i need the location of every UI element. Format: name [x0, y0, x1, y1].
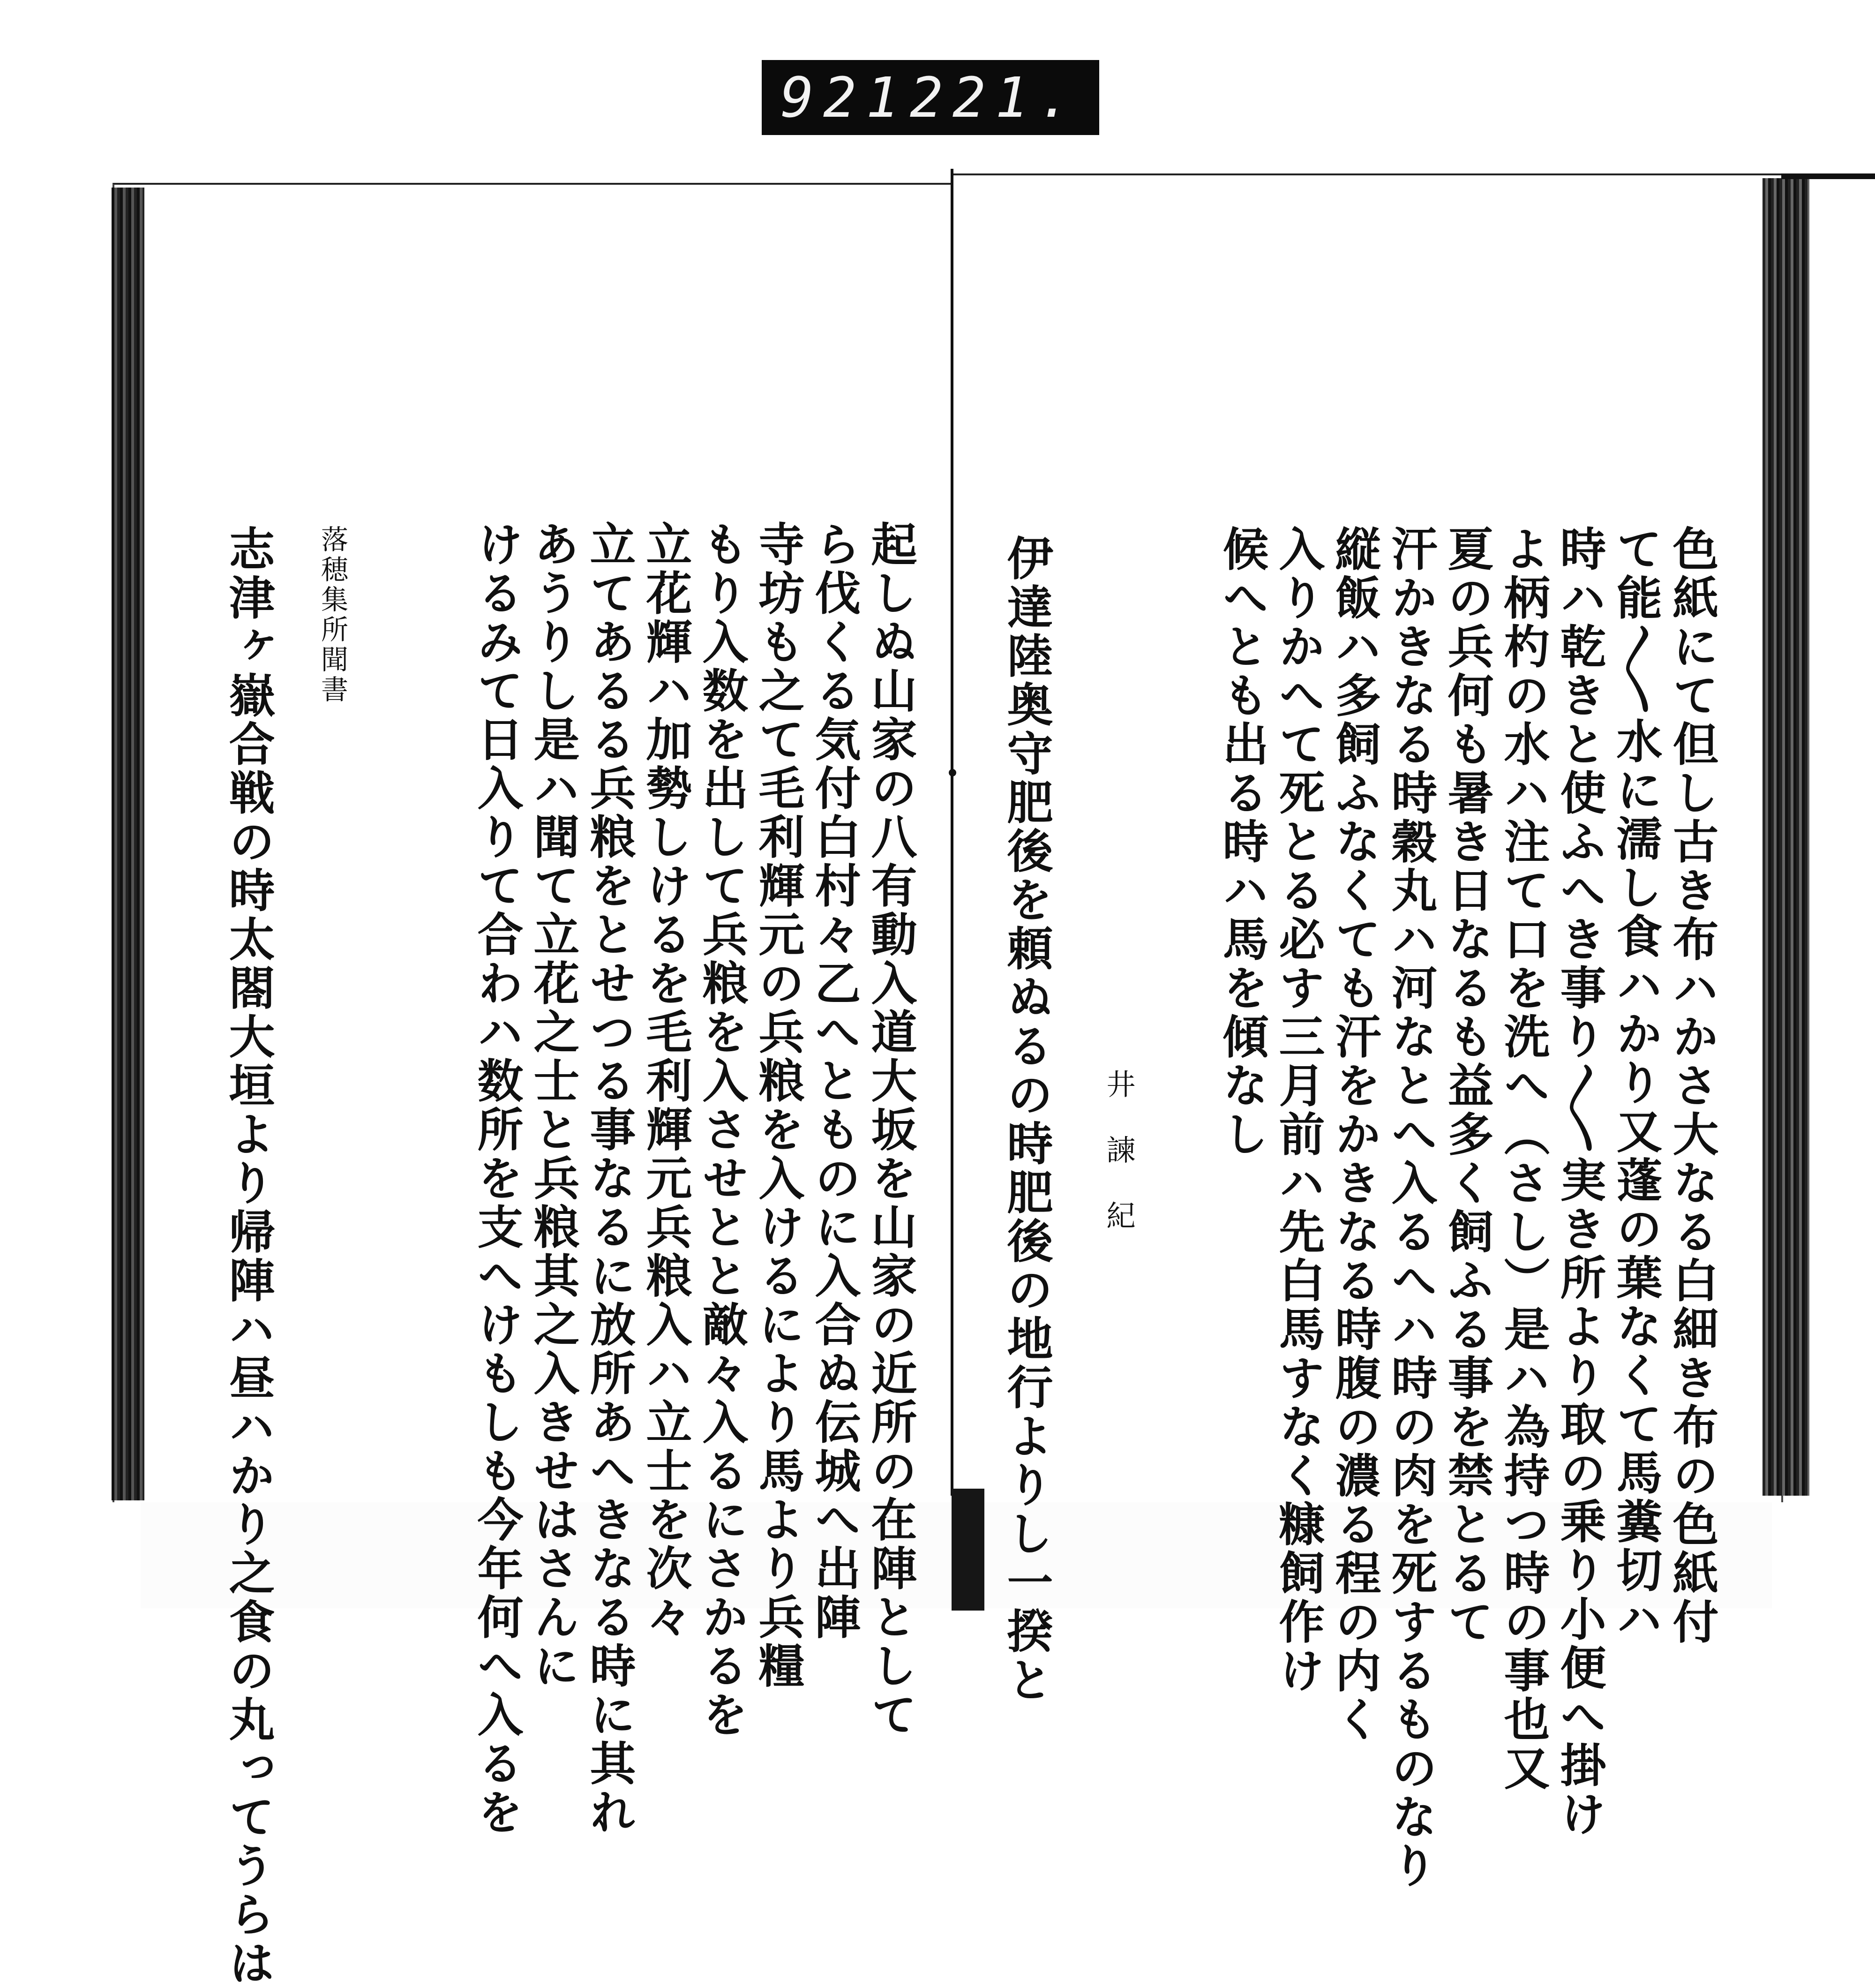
left-page-column-3: 寺坊も之て毛利輝元の兵粮を入けるにより馬より兵糧: [751, 520, 805, 1691]
left-page-final-column: 志津ヶ嶽合戦の時太閤大垣より帰陣ハ昼ハかり之食の丸ってうらは: [221, 525, 275, 1988]
left-page-column-2: ら伐くる気付白村々乙へとものに入合ぬ伝城へ出陣: [807, 520, 861, 1642]
left-page-column-4: もり入数を出して兵粮を入させとと敵々入るにさかるを: [695, 520, 749, 1740]
left-page-column-6: 立てあるる兵粮をとせつる事なるに放所あへきなる時に其れ: [582, 520, 636, 1837]
left-page-column-8: けるみて日入りて合わハ数所を支へけもしも今年何へ入るを: [470, 520, 524, 1837]
gutter-shadow: [952, 1489, 984, 1611]
right-page-edge: [1762, 178, 1809, 1496]
right-page-column-10: 伊達陸奥守肥後を頼ぬるの時肥後の地行よりし一揆と: [999, 535, 1053, 1705]
frame-number-right: 221.: [909, 65, 1080, 130]
frame-number-left: 921: [780, 65, 909, 130]
left-page-source-note: 落穂集所聞書: [316, 525, 348, 705]
right-page-column-2: て能〳〵水に濡し食ハかり又蓬の葉なくて馬糞切ハ: [1609, 525, 1663, 1644]
left-page-column-5: 立花輝ハ加勢しけるを毛利輝元兵粮入ハ立士を次々: [638, 520, 692, 1642]
right-page-author-note: 井 諫 紀: [1102, 1069, 1136, 1233]
frame-number-label: [762, 60, 1099, 135]
right-page-column-5: 夏の兵何も暑き日なるも益多く飼ふる事を禁とるて: [1440, 525, 1494, 1647]
right-page-column-8: 入りかへて死とる必す三月前ハ先白馬すなく糠飼作け: [1271, 525, 1325, 1695]
right-page-column-7: 縦飯ハ多飼ふなくても汗をかきなる時腹の濃る程の内く: [1328, 525, 1381, 1744]
right-page-column-4: よ柄杓の水ハ注て口を洗へ（さし）是ハ為持つ時の事也又: [1496, 525, 1550, 1793]
right-page-column-3: 時ハ乾きと使ふへき事り〳〵実き所より取の乗り小便へ掛け: [1552, 525, 1606, 1839]
right-page-column-6: 汗かきなる時穀丸ハ河なとへ入るへハ時の肉を死するものなり: [1384, 525, 1438, 1890]
left-page-edge: [112, 188, 144, 1500]
right-page-column-1: 色紙にて但し古き布ハかさ大なる白細き布の色紙付: [1665, 525, 1719, 1647]
left-page-column-7: あうりし是ハ聞て立花之士と兵粮其之入きせはさんに: [526, 520, 580, 1691]
right-page-edge-cap: [1781, 173, 1875, 179]
gutter-binding-dot: [949, 769, 956, 776]
book-gutter: [951, 169, 953, 1496]
left-page-column-1: 起しぬ山家の八有動入道大坂を山家の近所の在陣として: [863, 520, 917, 1740]
right-page-column-9: 候へとも出る時ハ馬を傾なし: [1215, 525, 1269, 1159]
